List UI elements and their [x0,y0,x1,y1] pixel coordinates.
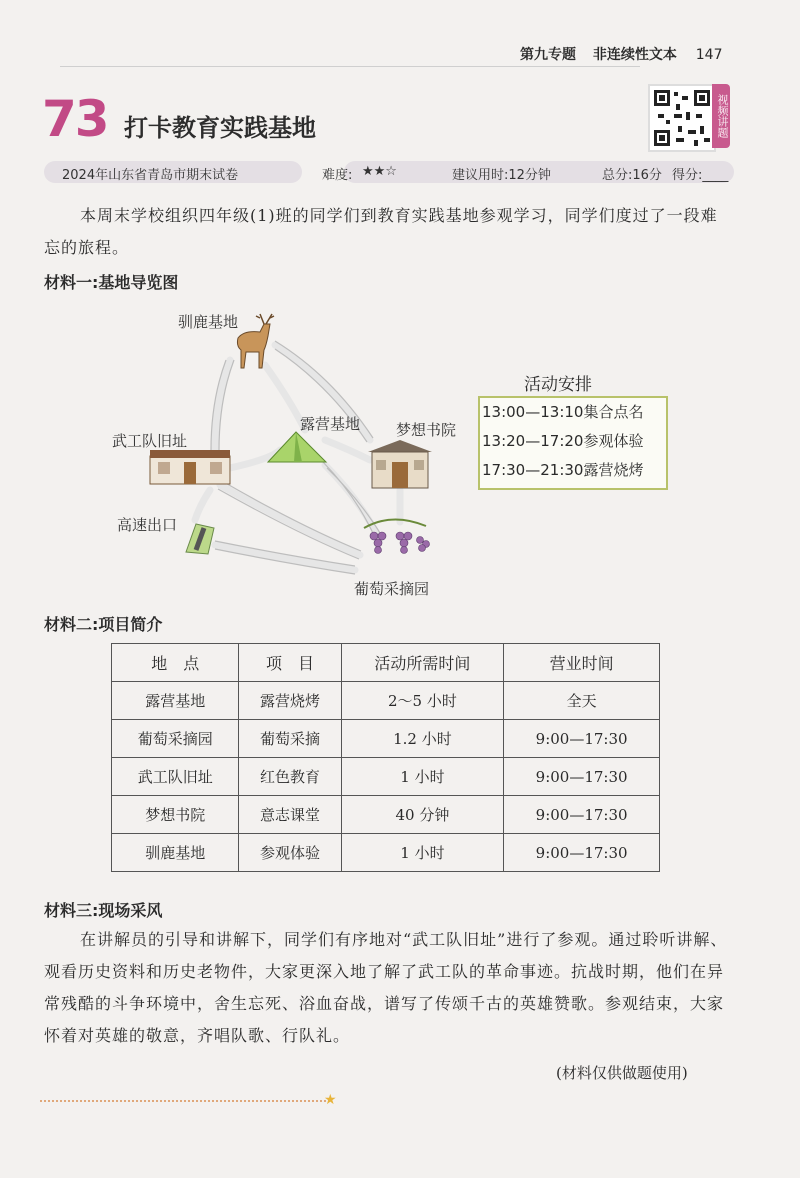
schedule-title: 活动安排 [524,375,592,395]
table-cell: 9:00—17:30 [504,796,660,834]
column-header: 活动所需时间 [341,644,504,682]
meta-bar [44,161,734,183]
star-icon: ★ [324,1092,337,1108]
score-field: 得分:____ [672,168,729,183]
column-header: 地 点 [112,644,239,682]
chapter-label: 第九专题 [520,47,576,63]
table-cell: 1.2 小时 [341,720,504,758]
table-row [112,834,660,872]
schedule-item: 17:30—21:30露营烧烤 [482,461,644,479]
table-cell: 1 小时 [341,758,504,796]
page-header [520,44,722,64]
table-cell: 参观体验 [239,834,341,872]
table-row [112,796,660,834]
map-label-grape: 葡萄采摘园 [354,580,430,598]
highway-exit-icon [186,524,214,554]
project-table [111,643,660,872]
table-cell: 驯鹿基地 [112,834,239,872]
table-row [112,720,660,758]
table-cell: 40 分钟 [341,796,504,834]
table-cell: 1 小时 [341,834,504,872]
table-row [112,682,660,720]
schedule-box [478,396,668,490]
schedule-item: 13:20—17:20参观体验 [482,432,644,450]
page-number: 147 [695,47,723,63]
video-tag[interactable]: 视频讲题 [712,84,730,148]
topic-label: 非连续性文本 [592,47,677,63]
tent-icon [268,432,326,462]
qr-code-icon[interactable] [648,84,716,152]
exam-source: 2024年山东省青岛市期末试卷 [62,168,239,183]
table-cell: 意志课堂 [239,796,341,834]
table-cell: 9:00—17:30 [504,834,660,872]
map-label-exit: 高速出口 [117,516,178,534]
material1-heading: 材料一:基地导览图 [44,273,179,292]
table-cell: 9:00—17:30 [504,758,660,796]
table-cell: 露营烧烤 [239,682,341,720]
table-cell: 武工队旧址 [112,758,239,796]
column-header: 营业时间 [504,644,660,682]
difficulty-label: 难度: [322,168,353,183]
table-cell: 葡萄采摘 [239,720,341,758]
table-cell: 9:00—17:30 [504,720,660,758]
header-divider [60,66,640,67]
map-label-camp: 露营基地 [300,415,361,433]
suggested-time: 建议用时:12分钟 [452,168,551,183]
material2-heading: 材料二:项目简介 [44,615,163,634]
total-score: 总分:16分 [602,168,662,183]
map-label-team: 武工队旧址 [112,432,188,450]
material3-paragraph: 在讲解员的引导和讲解下，同学们有序地对“武工队旧址”进行了参观。通过聆听讲解、观看历史资料和历史老物件，大家更深入地了解了武工队的革命事迹。抗战时期，他们在异常残酷的斗争环境中，舍生忘死、浴血奋战，谱写了传颂千古的英雄赞歌。参观结束，大家怀着对英雄的敬意，齐唱队歌、行队礼。 [44,930,728,1045]
table-header-row [112,644,660,682]
table-cell: 露营基地 [112,682,239,720]
table-row [112,758,660,796]
column-header: 项 目 [239,644,341,682]
table-cell: 葡萄采摘园 [112,720,239,758]
deer-icon [237,314,274,368]
decorative-divider [40,1100,330,1103]
map-label-academy: 梦想书院 [396,421,457,439]
team-site-icon [150,450,230,484]
difficulty-stars: ★★☆ [362,164,397,179]
source-note: (材料仅供做题使用) [556,1064,688,1082]
table-cell: 2～5 小时 [341,682,504,720]
academy-icon [368,440,432,488]
material3-heading: 材料三:现场采风 [44,901,163,920]
problem-title: 打卡教育实践基地 [124,113,316,142]
table-cell: 全天 [504,682,660,720]
problem-number: 73 [42,90,108,148]
schedule-item: 13:00—13:10集合点名 [482,403,644,421]
table-cell: 红色教育 [239,758,341,796]
intro-paragraph: 本周末学校组织四年级(1)班的同学们到教育实践基地参观学习，同学们度过了一段难忘的旅程。 [44,206,718,257]
table-cell: 梦想书院 [112,796,239,834]
map-label-deer: 驯鹿基地 [178,313,239,331]
